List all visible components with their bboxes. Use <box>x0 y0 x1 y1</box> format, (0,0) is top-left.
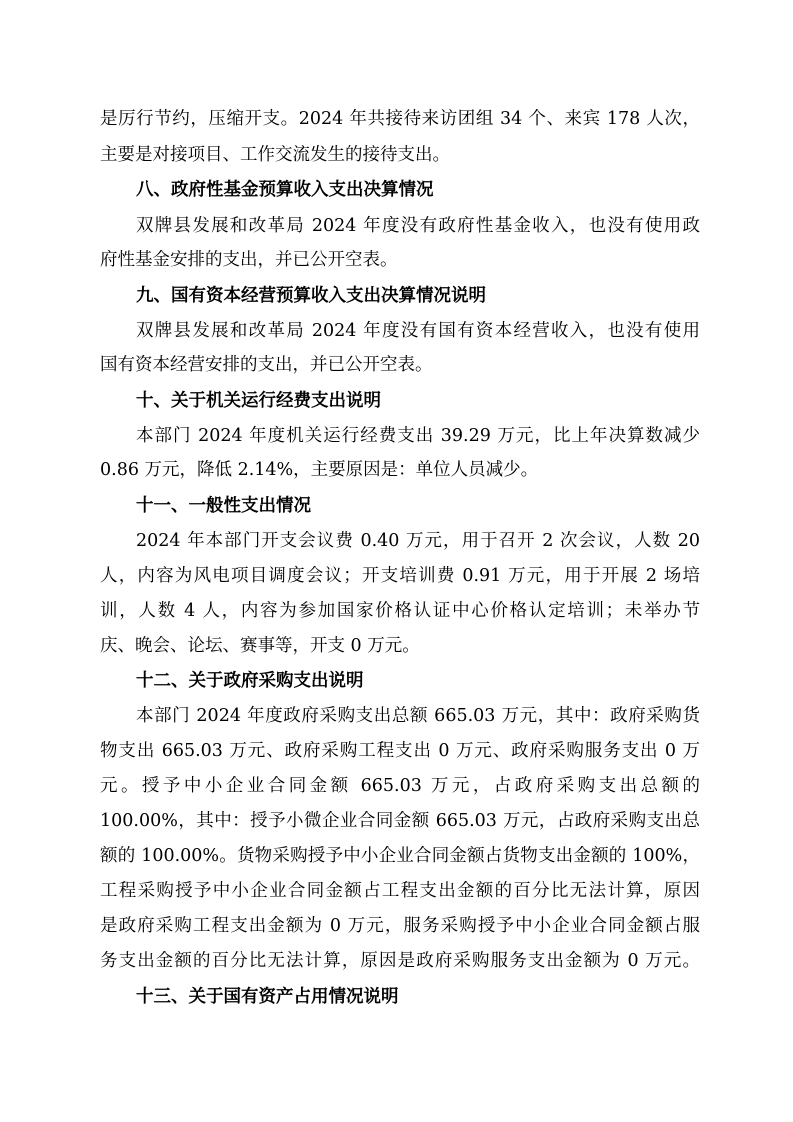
paragraph-line: 双牌县发展和改革局 2024 年度没有国有资本经营收入，也没有使用 <box>136 321 700 341</box>
paragraph-line: 主要是对接项目、工作交流发生的接待支出。 <box>100 145 450 165</box>
paragraph-line: 本部门 2024 年度机关运行经费支出 39.29 万元，比上年决算数减少 <box>136 426 700 446</box>
paragraph-line: 训，人数 4 人，内容为参加国家价格认证中心价格认定培训；未举办节 <box>100 601 700 621</box>
section-heading: 八、政府性基金预算收入支出决算情况 <box>136 180 434 200</box>
paragraph-line: 额的 100.00%。货物采购授予中小企业合同金额占货物支出金额的 100%， <box>100 846 700 866</box>
paragraph-line: 2024 年本部门开支会议费 0.40 万元，用于召开 2 次会议，人数 20 <box>136 531 700 551</box>
paragraph-line: 人，内容为风电项目调度会议；开支培训费 0.91 万元，用于开展 2 场培 <box>100 566 700 586</box>
section-heading: 十、关于机关运行经费支出说明 <box>136 391 381 411</box>
paragraph-line: 100.00%，其中：授予小微企业合同金额 665.03 万元，占政府采购支出总 <box>100 811 700 831</box>
paragraph-line: 工程采购授予中小企业合同金额占工程支出金额的百分比无法计算，原因 <box>100 881 700 901</box>
paragraph-line: 国有资本经营安排的支出，并已公开空表。 <box>100 355 433 375</box>
paragraph-line: 是厉行节约，压缩开支。2024 年共接待来访团组 34 个、来宾 178 人次， <box>100 109 700 129</box>
paragraph-line: 物支出 665.03 万元、政府采购工程支出 0 万元、政府采购服务支出 0 万 <box>100 741 700 761</box>
paragraph-line: 元。授予中小企业合同金额 665.03 万元，占政府采购支出总额的 <box>100 776 700 796</box>
section-heading: 十一、一般性支出情况 <box>136 496 311 516</box>
paragraph-line: 本部门 2024 年度政府采购支出总额 665.03 万元，其中：政府采购货 <box>136 706 700 726</box>
section-heading: 九、国有资本经营预算收入支出决算情况说明 <box>136 286 486 306</box>
paragraph-line: 0.86 万元，降低 2.14%，主要原因是：单位人员减少。 <box>100 460 539 480</box>
paragraph-line: 务支出金额的百分比无法计算，原因是政府采购服务支出金额为 0 万元。 <box>100 951 700 971</box>
paragraph-line: 庆、晚会、论坛、赛事等，开支 0 万元。 <box>100 636 420 656</box>
section-heading: 十二、关于政府采购支出说明 <box>136 671 364 691</box>
paragraph-line: 是政府采购工程支出金额为 0 万元，服务采购授予中小企业合同金额占服 <box>100 916 700 936</box>
paragraph-line: 双牌县发展和改革局 2024 年度没有政府性基金收入，也没有使用政 <box>136 216 700 236</box>
section-heading: 十三、关于国有资产占用情况说明 <box>136 987 399 1007</box>
paragraph-line: 府性基金安排的支出，并已公开空表。 <box>100 250 398 270</box>
